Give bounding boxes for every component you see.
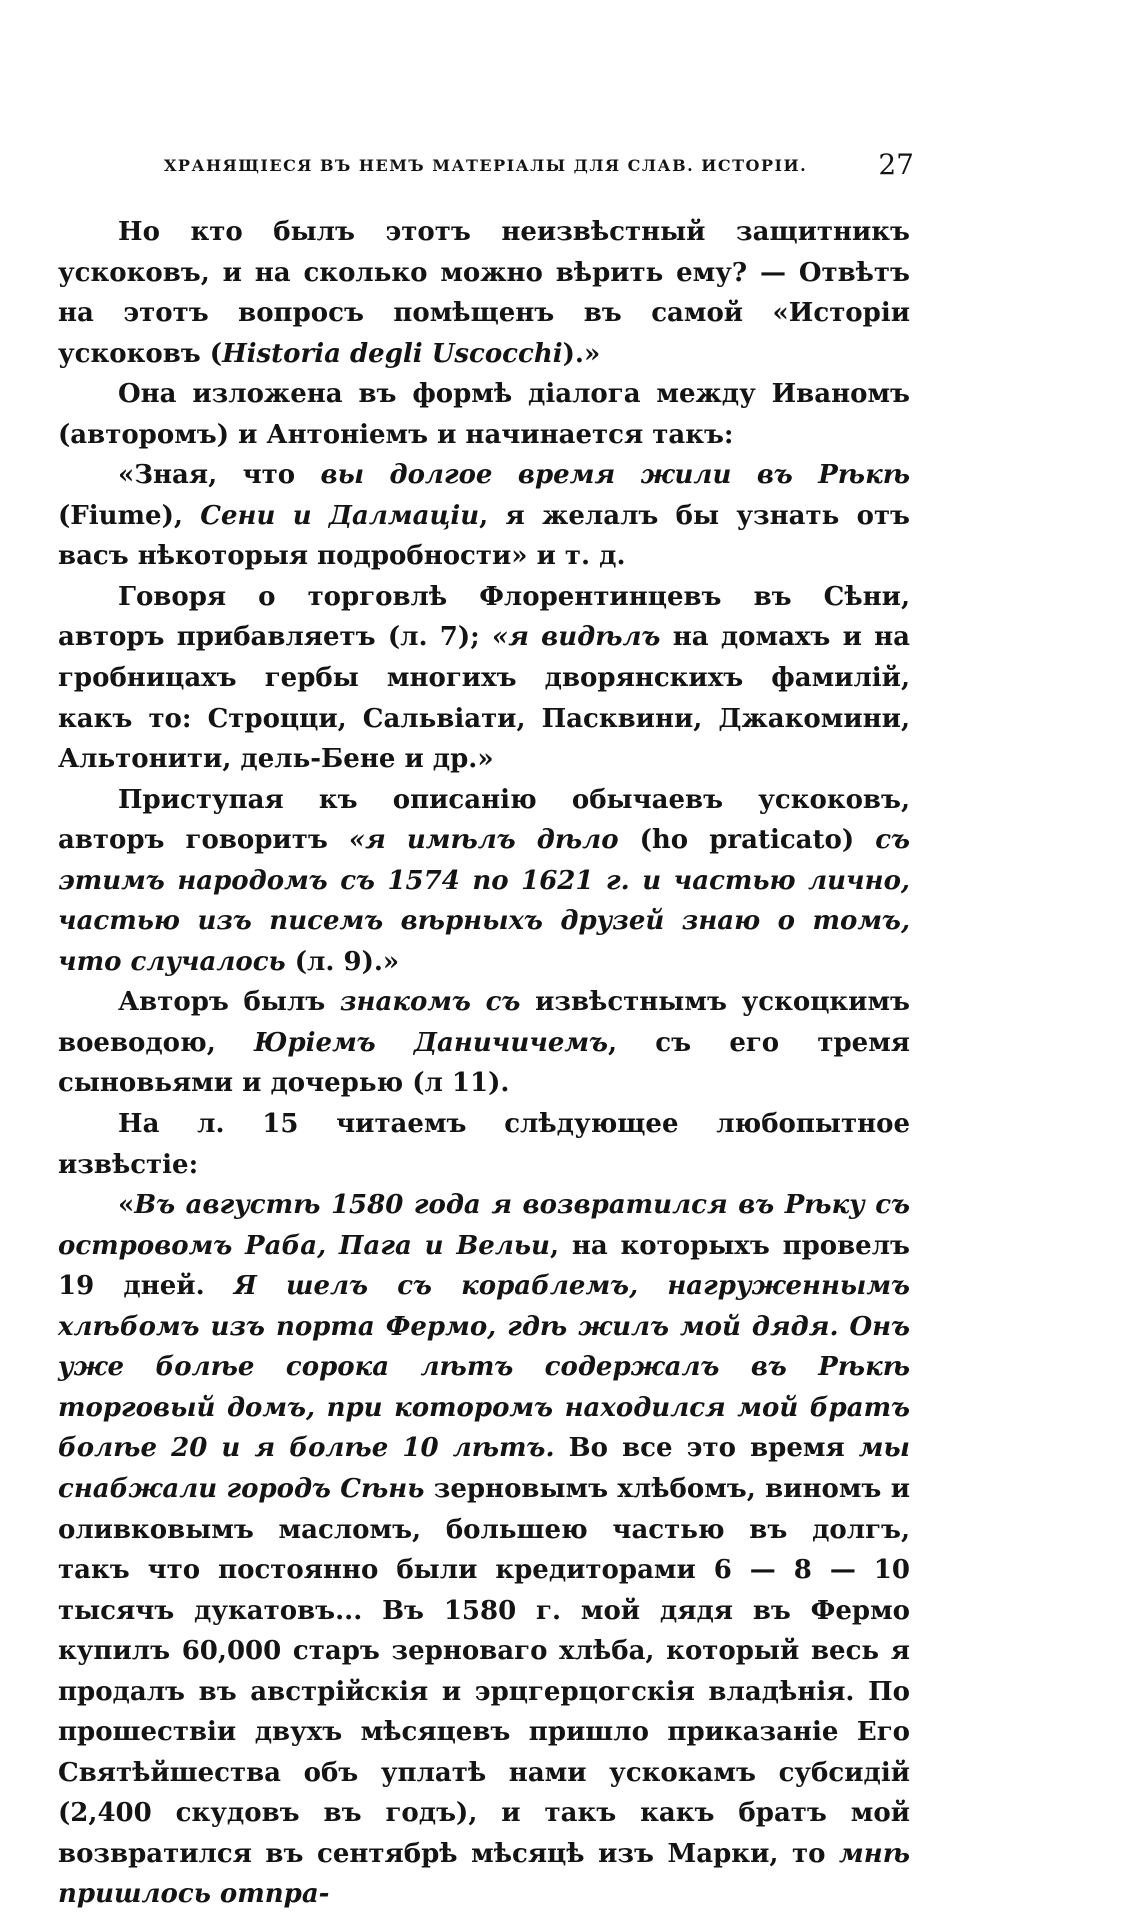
text-run: Говоря о торговлѣ Флорентинцевъ въ Сѣни, авторъ прибавляетъ (л. 7); bbox=[58, 581, 910, 653]
running-head bbox=[124, 148, 914, 188]
italic-run: Юріемъ Даничичемъ bbox=[254, 1027, 608, 1058]
text-run: Но кто былъ этотъ неизвѣстный защитникъ ускоковъ, и на сколько можно вѣрить ему? — Отвѣтъ на этотъ вопросъ помѣщенъ въ самой «Исторіи ускоковъ ( bbox=[58, 217, 910, 369]
text-run: извѣстнымъ ускоцкимъ воеводою, bbox=[58, 987, 910, 1058]
text-run: «Зная, что bbox=[118, 460, 321, 491]
paragraph bbox=[58, 374, 910, 455]
italic-run: мы снабжали городъ Сѣнь bbox=[58, 1433, 910, 1504]
text-run: На л. 15 читаемъ слѣдующее любопытное извѣстіе: bbox=[58, 1109, 910, 1180]
italic-run: Въ августѣ 1580 года я возвратился въ Рѣку съ островомъ Раба, Пага и Вельи bbox=[58, 1190, 910, 1261]
italic-run: «я имѣлъ дѣло bbox=[348, 825, 619, 856]
italic-run: Сени и Далмаціи bbox=[200, 500, 480, 531]
italic-run: Historia degli Uscocchi bbox=[222, 338, 563, 369]
text-run: (л. 9).» bbox=[285, 946, 400, 977]
text-run: , съ его тремя сыновьями и дочерью (л 11). bbox=[58, 1027, 911, 1099]
text-run: ).» bbox=[562, 338, 601, 369]
text-run: Во все это время bbox=[554, 1433, 859, 1464]
paragraph bbox=[58, 577, 910, 780]
text-run: (Fiume), bbox=[58, 500, 201, 531]
italic-run: Я шелъ съ кораблемъ, нагруженнымъ хлѣбомъ изъ порта Фермо, гдѣ жилъ мой дядя. Онъ уже болѣе сорока лѣтъ содержалъ въ Рѣкѣ торговый домъ, при которомъ находился мой братъ болѣе 20 и я болѣе 10 лѣтъ. bbox=[58, 1271, 910, 1464]
running-title: ХРАНЯЩІЕСЯ ВЪ НЕМЪ МАТЕРІАЛЫ ДЛЯ СЛАВ. ИСТОРІИ. bbox=[164, 156, 808, 175]
paragraph bbox=[58, 982, 910, 1104]
italic-run: мнѣ пришлось отпра- bbox=[58, 1838, 910, 1910]
page-number: 27 bbox=[878, 148, 914, 181]
text-run: Она изложена въ формѣ діалога между Иваномъ (авторомъ) и Антоніемъ и начинается такъ: bbox=[58, 379, 910, 450]
italic-run: вы долгое время жили въ Рѣкѣ bbox=[320, 460, 910, 491]
text-run: зерновымъ хлѣбомъ, виномъ и оливковымъ масломъ, большею частью въ долгъ, такъ что постоянно были кредиторами 6 — 8 — 10 тысячъ дукатовъ... Въ 1580 г. мой дядя въ Фермо купилъ 60,000 старъ зерноваго хлѣба, который весь я продалъ въ австрійскія и эрцгерцогскія владѣнія. По прошествіи двухъ мѣсяцевъ пришло приказаніе Его Святѣйшества объ уплатѣ нами ускокамъ субсидій (2,400 скудовъ въ годъ), и такъ какъ братъ мой возвратился въ сентябрѣ мѣсяцѣ изъ Марки, то bbox=[58, 1473, 911, 1869]
italic-run: знакомъ съ bbox=[339, 987, 521, 1018]
text-run: , на которыхъ провелъ 19 дней. bbox=[58, 1230, 911, 1302]
body-text bbox=[58, 212, 910, 1915]
italic-run: «я видѣлъ bbox=[492, 622, 661, 653]
italic-run: съ этимъ народомъ съ 1574 по 1621 г. и частью лично, частью изъ писемъ вѣрныхъ друзей знаю о томъ, что случалось bbox=[58, 825, 910, 977]
text-run: на домахъ и на гробницахъ гербы многихъ дворянскихъ фамилій, какъ то: Строцци, Сальвіати, Пасквини, Джакомини, Альтонити, дель-Бене и др.» bbox=[58, 622, 910, 775]
paragraph bbox=[58, 780, 910, 983]
text-run: , я желалъ бы узнать отъ васъ нѣкоторыя подробности» и т. д. bbox=[58, 500, 910, 572]
paragraph bbox=[58, 1185, 910, 1915]
text-run: Приступая къ описанію обычаевъ ускоковъ, авторъ говоритъ bbox=[58, 784, 910, 856]
text-run: (ho praticato) bbox=[618, 825, 876, 856]
paragraph bbox=[58, 455, 910, 577]
paragraph bbox=[58, 1104, 910, 1185]
text-run: « bbox=[118, 1190, 135, 1221]
paragraph bbox=[58, 212, 910, 374]
text-run: Авторъ былъ bbox=[118, 987, 340, 1018]
